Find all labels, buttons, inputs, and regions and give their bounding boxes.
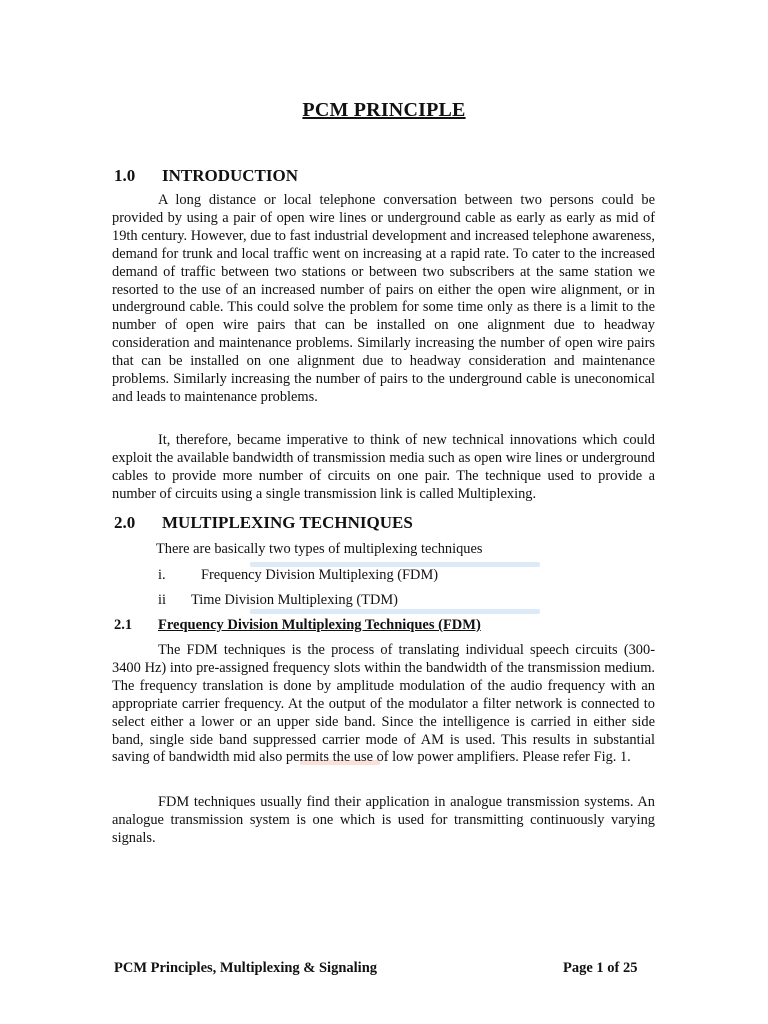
list-marker: ii bbox=[158, 592, 166, 608]
list-item-text: Time Division Multiplexing (TDM) bbox=[191, 592, 398, 608]
list-marker: i. bbox=[158, 567, 166, 583]
section-heading-multiplexing bbox=[114, 513, 514, 533]
section-title: MULTIPLEXING TECHNIQUES bbox=[162, 513, 413, 532]
subsection-title: Frequency Division Multiplexing Techniques (FDM) bbox=[158, 617, 481, 633]
section-number: 1.0 bbox=[114, 166, 136, 185]
fdm-paragraph-1: The FDM techniques is the process of translating individual speech circuits (300-3400 Hz) into pre-assigned frequency slots within the bandwidth of the transmission medium. The frequency translation is done by amplitude modulation of the audio frequency with an appropriate carrier frequency. At the output of the modulator a filter network is connected to select either a lower or an upper side band. Since the intelligence is carried in either side band, single side band suppressed carrier mode of AM is used. This results in substantial saving of bandwidth mid also permits the use of low power amplifiers. Please refer Fig. 1. bbox=[112, 642, 655, 766]
footer-title: PCM Principles, Multiplexing & Signaling bbox=[114, 960, 378, 976]
footer-page-number: Page 1 of 25 bbox=[563, 960, 638, 976]
list-item bbox=[158, 567, 458, 585]
page-title: PCM PRINCIPLE bbox=[302, 99, 466, 121]
intro-paragraph-2: It, therefore, became imperative to think of new technical innovations which could exploit the available bandwidth of transmission media such as open wire lines or underground cables to provide more number of circuits on one pair. The technique used to provide a number of circuits using a single transmission link is called Multiplexing. bbox=[112, 432, 655, 502]
subsection-heading-fdm bbox=[114, 617, 564, 635]
section-heading-introduction bbox=[114, 166, 414, 186]
subsection-number: 2.1 bbox=[114, 617, 133, 633]
multiplexing-intro: There are basically two types of multiplexing techniques bbox=[156, 541, 483, 557]
section-number: 2.0 bbox=[114, 513, 136, 532]
section-title: INTRODUCTION bbox=[162, 166, 299, 185]
fdm-paragraph-2: FDM techniques usually find their application in analogue transmission systems. An analogue transmission system is one which is used for transmitting continuously varying signals. bbox=[112, 794, 655, 846]
list-item-text: Frequency Division Multiplexing (FDM) bbox=[201, 567, 439, 583]
list-item bbox=[158, 592, 458, 610]
intro-paragraph-1: A long distance or local telephone conversation between two persons could be provided by using a pair of open wire lines or underground cable as early as early as mid of 19th century. However, due to fast industrial development and increased telephone awareness, demand for trunk and local traffic went on increasing at a rapid rate. To cater to the increased demand of traffic between two stations or between two subscribers at the same station we resorted to the use of an increased number of pairs on either the open wire alignment, or in underground cable. This could solve the problem for some time only as there is a limit to the number of open wire pairs that can be installed on one alignment due to headway consideration and maintenance problems. Similarly increasing the number of open wire pairs that can be installed on one alignment due to headway consideration and maintenance problems. Similarly increasing the number of pairs to the underground cable is uneconomical and leads to maintenance problems. bbox=[112, 192, 655, 405]
